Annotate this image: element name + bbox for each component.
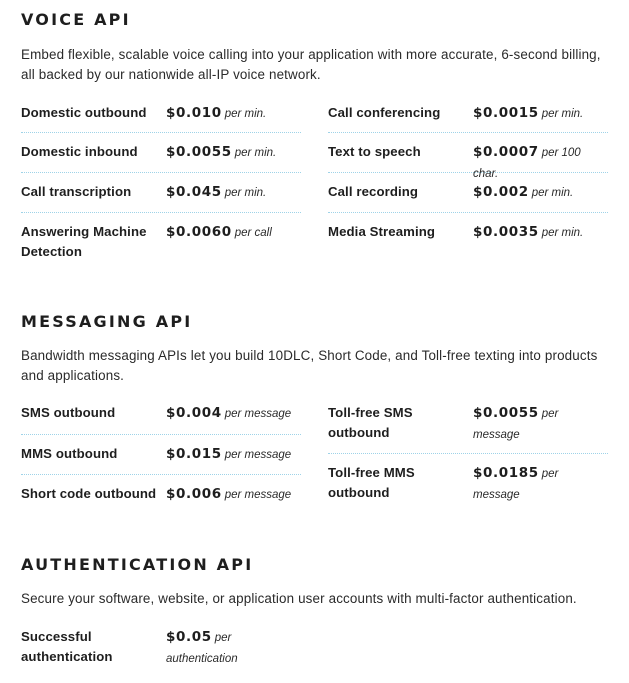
service-name: Call conferencing: [328, 105, 441, 120]
price-row: [21, 435, 301, 475]
section-title: VOICE API: [21, 10, 131, 29]
price-unit: per message: [473, 468, 559, 501]
price-row: [328, 213, 608, 265]
price-column-left: [21, 403, 301, 515]
service-name: Domestic outbound: [21, 105, 147, 120]
price-amount: $0.0015: [473, 105, 539, 121]
price-amount: $0.045: [166, 184, 222, 200]
price-amount: $0.0055: [473, 405, 539, 421]
price-row: [328, 133, 608, 180]
service-name: Call transcription: [21, 184, 132, 199]
price-unit: per min.: [531, 187, 574, 199]
price-row: [21, 102, 301, 133]
price-column-right: [328, 403, 608, 515]
price-amount: $0.010: [166, 105, 222, 121]
price-grid: [21, 627, 609, 669]
price-row: [21, 475, 301, 515]
price-row: [328, 454, 608, 512]
price-amount: $0.015: [166, 446, 222, 462]
price-amount: $0.0007: [473, 144, 539, 160]
price-unit: per message: [224, 449, 292, 461]
price-column-left: [21, 102, 301, 265]
price-row: [21, 403, 301, 435]
service-name: Toll-free MMS outbound: [328, 465, 415, 500]
price-column-right: [328, 102, 608, 265]
price-unit: per min.: [541, 227, 584, 239]
service-name: Domestic inbound: [21, 144, 138, 159]
price-unit: per call: [234, 227, 272, 239]
section-description: Embed flexible, scalable voice calling into your application with more accurate, 6-second billing, all backed by our nationwide all-IP voice network.: [21, 47, 601, 82]
price-unit: per min.: [224, 187, 267, 199]
voice-api-section: [21, 9, 609, 265]
price-unit: per min.: [541, 108, 584, 120]
price-unit: per message: [224, 489, 292, 501]
price-unit: per authentication: [166, 631, 238, 665]
price-unit: per min.: [224, 108, 267, 120]
service-name: Successful authentication: [21, 628, 113, 664]
price-grid: [21, 403, 609, 515]
price-unit: per message: [224, 408, 292, 420]
price-grid: [21, 102, 609, 265]
price-amount: $0.002: [473, 184, 529, 200]
price-amount: $0.004: [166, 405, 222, 421]
price-row: [328, 102, 608, 133]
price-unit: per 100 char.: [473, 147, 581, 180]
price-row: [21, 133, 301, 173]
price-amount: $0.0035: [473, 224, 539, 240]
price-amount: $0.0185: [473, 465, 539, 481]
service-name: Call recording: [328, 184, 419, 199]
section-description: Bandwidth messaging APIs let you build 10DLC, Short Code, and Toll-free texting into products and applications.: [21, 348, 598, 383]
authentication-api-section: [21, 554, 609, 669]
price-amount: $0.006: [166, 486, 222, 502]
service-name: Toll-free SMS outbound: [328, 405, 413, 440]
service-name: Answering Machine Detection: [21, 224, 147, 259]
price-column-left: [21, 627, 301, 669]
price-row: [21, 627, 301, 669]
price-amount: $0.0060: [166, 224, 232, 240]
service-name: SMS outbound: [21, 405, 116, 420]
section-description: Secure your software, website, or application user accounts with multi-factor authentication.: [21, 591, 577, 606]
price-row: [21, 213, 301, 265]
service-name: Media Streaming: [328, 224, 436, 239]
price-row: [21, 173, 301, 213]
service-name: Short code outbound: [21, 486, 157, 501]
price-amount: $0.05: [166, 628, 212, 645]
section-title: MESSAGING API: [21, 312, 193, 331]
price-unit: per message: [473, 408, 559, 441]
section-title: AUTHENTICATION API: [21, 555, 254, 574]
service-name: Text to speech: [328, 144, 421, 159]
price-unit: per min.: [234, 147, 277, 159]
messaging-api-section: [21, 311, 609, 515]
service-name: MMS outbound: [21, 446, 118, 461]
price-amount: $0.0055: [166, 144, 232, 160]
price-row: [328, 403, 608, 454]
